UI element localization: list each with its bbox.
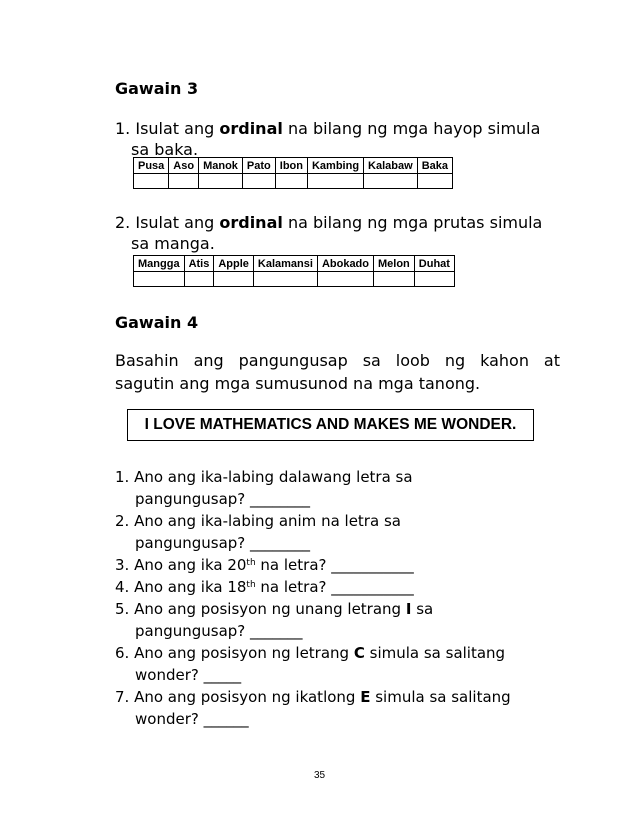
question-bold-letter: E [360,688,371,706]
table-answer-row [134,174,453,189]
answer-cell[interactable] [307,174,363,189]
question-4 [115,576,575,598]
question-answer-line: pangungusap? ________ [135,490,311,508]
gawain-3-item-2 [115,212,560,254]
question-text: 1. Ano ang ika-labing dalawang letra sa [115,468,413,486]
answer-cell[interactable] [253,272,317,287]
question-5 [115,598,575,642]
answer-cell[interactable] [199,174,243,189]
item-bold-word: ordinal [219,119,283,138]
answer-cell[interactable] [275,174,307,189]
table-header-cell: Baka [417,158,452,174]
animals-table [133,157,453,189]
item-line-2: sa manga. [131,234,215,253]
question-text-end: sa [411,600,434,618]
ordinal-suffix: th [246,580,256,590]
sentence-text: I LOVE MATHEMATICS AND MAKES ME WONDER. [144,416,517,433]
item-text-after: na bilang ng mga hayop simula [282,119,541,138]
question-text: 2. Ano ang ika-labing anim na letra sa [115,512,401,530]
table-answer-row [134,272,455,287]
question-answer-line: na letra? ___________ [255,578,414,596]
answer-cell[interactable] [317,272,373,287]
question-7 [115,686,575,730]
ordinal-suffix: th [246,558,256,568]
table-header-cell: Manok [199,158,243,174]
answer-cell[interactable] [417,174,452,189]
gawain-4-instructions [115,349,560,395]
question-text: 6. Ano ang posisyon ng letrang [115,644,354,662]
question-list [115,466,575,730]
table-header-cell: Pusa [134,158,169,174]
answer-cell[interactable] [414,272,454,287]
gawain-3-heading: Gawain 3 [115,79,199,98]
table-header-row [134,158,453,174]
question-6 [115,642,575,686]
question-text: 3. Ano ang ika 20 [115,556,247,574]
answer-cell[interactable] [374,272,415,287]
gawain-4-heading: Gawain 4 [115,313,199,332]
question-bold-letter: I [405,600,412,618]
item-text-before: Isulat ang [135,213,220,232]
table-header-cell: Pato [242,158,275,174]
question-answer-line: wonder? _____ [135,666,242,684]
table-header-cell: Mangga [134,256,185,272]
item-bold-word: ordinal [219,213,283,232]
page-number: 35 [313,770,326,781]
item-number: 1. [115,119,131,138]
table-header-cell: Atis [184,256,214,272]
sentence-box [127,409,534,441]
answer-cell[interactable] [214,272,254,287]
table-header-cell: Ibon [275,158,307,174]
table-header-cell: Melon [374,256,415,272]
instruction-line-1: Basahin ang pangungusap sa loob ng kahon at [115,351,560,370]
question-answer-line: pangungusap? ________ [135,534,311,552]
answer-cell[interactable] [364,174,418,189]
question-text: 4. Ano ang ika 18 [115,578,247,596]
table-header-cell: Aso [169,158,199,174]
answer-cell[interactable] [184,272,214,287]
answer-cell[interactable] [134,174,169,189]
question-1 [115,466,575,510]
question-text-end: simula sa salitang [370,688,511,706]
question-2 [115,510,575,554]
item-text-before: Isulat ang [135,119,220,138]
answer-cell[interactable] [134,272,185,287]
question-answer-line: pangungusap? _______ [135,622,303,640]
question-text-end: simula sa salitang [364,644,506,662]
question-bold-letter: C [353,644,365,662]
table-header-cell: Kalabaw [364,158,418,174]
gawain-3-item-1 [115,118,560,160]
answer-cell[interactable] [169,174,199,189]
item-line-2: sa baka. [131,140,199,159]
table-header-cell: Kalamansi [253,256,317,272]
question-text: 5. Ano ang posisyon ng unang letrang [115,600,406,618]
question-answer-line: na letra? ___________ [255,556,414,574]
question-answer-line: wonder? ______ [135,710,249,728]
instruction-line-2: sagutin ang mga sumusunod na mga tanong. [115,374,481,393]
table-header-cell: Abokado [317,256,373,272]
table-header-cell: Kambing [307,158,363,174]
question-text: 7. Ano ang posisyon ng ikatlong [115,688,361,706]
question-3 [115,554,575,576]
item-text-after: na bilang ng mga prutas simula [282,213,543,232]
table-header-row [134,256,455,272]
answer-cell[interactable] [242,174,275,189]
fruits-table [133,255,455,287]
item-number: 2. [115,213,131,232]
table-header-cell: Apple [214,256,254,272]
table-header-cell: Duhat [414,256,454,272]
